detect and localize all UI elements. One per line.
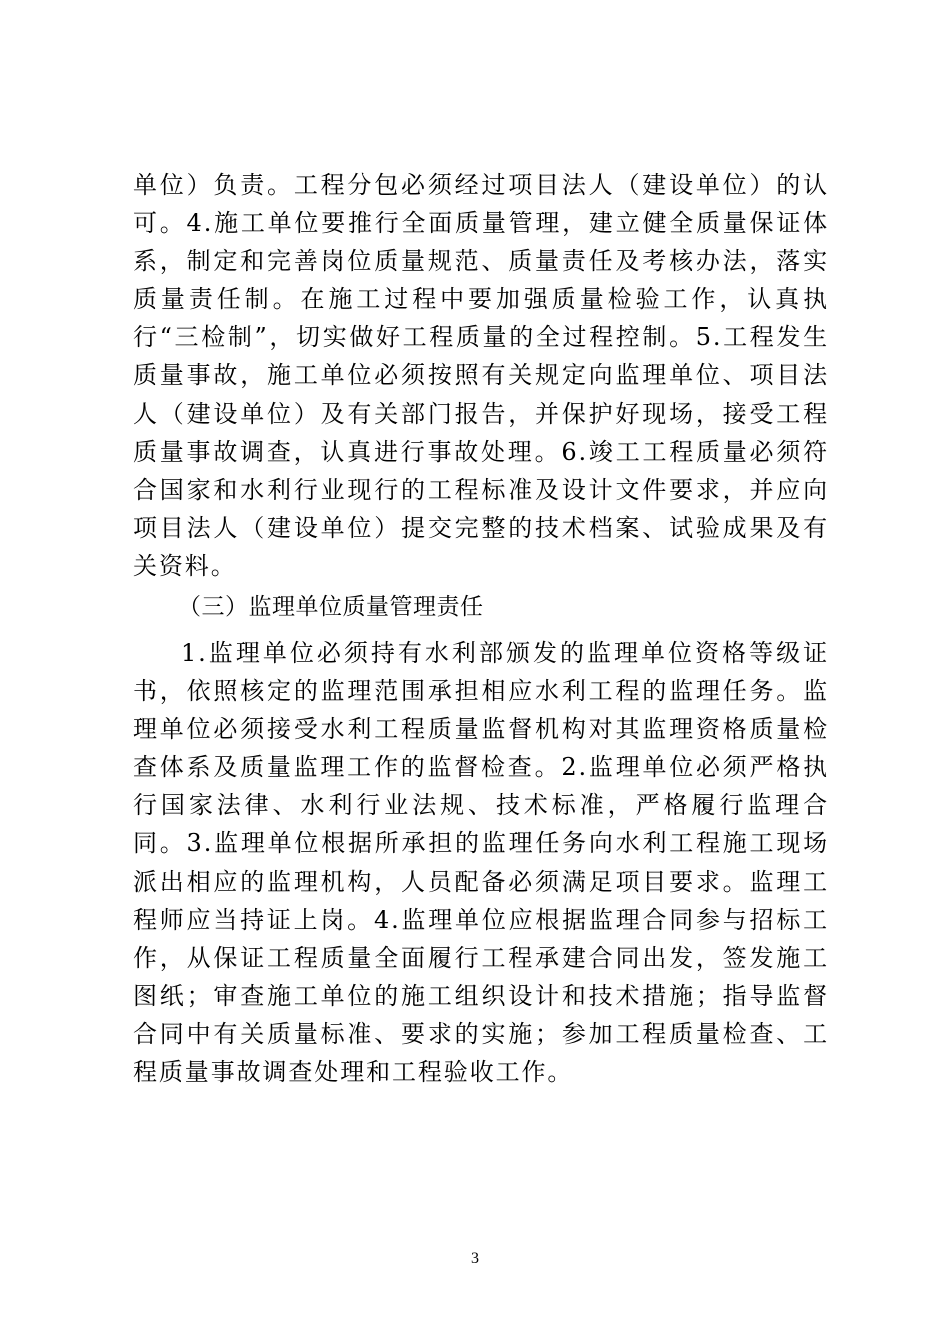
- body-paragraph-construction-unit: 单位）负责。工程分包必须经过项目法人（建设单位）的认可。4.施工单位要推行全面质量管理，建立健全质量保证体系，制定和完善岗位质量规范、质量责任及考核办法，落实质量责任制。在施工过程中要加强质量检验工作，认真执行“三检制”，切实做好工程质量的全过程控制。5.工程发生质量事故，施工单位必须按照有关规定向监理单位、项目法人（建设单位）及有关部门报告，并保护好现场，接受工程质量事故调查，认真进行事故处理。6.竣工工程质量必须符合国家和水利行业现行的工程标准及设计文件要求，并应向项目法人（建设单位）提交完整的技术档案、试验成果及有关资料。: [133, 171, 829, 580]
- section-heading-supervision-unit: （三）监理单位质量管理责任: [178, 594, 484, 620]
- page-number: 3: [471, 1250, 479, 1267]
- body-paragraph-supervision-unit: 1.监理单位必须持有水利部颁发的监理单位资格等级证书，依照核定的监理范围承担相应水利工程的监理任务。监理单位必须接受水利工程质量监督机构对其监理资格质量检查体系及质量监理工作的监督检查。2.监理单位必须严格执行国家法律、水利行业法规、技术标准，严格履行监理合同。3.监理单位根据所承担的监理任务向水利工程施工现场派出相应的监理机构，人员配备必须满足项目要求。监理工程师应当持证上岗。4.监理单位应根据监理合同参与招标工作，从保证工程质量全面履行工程承建合同出发，签发施工图纸；审查施工单位的施工组织设计和技术措施；指导监督合同中有关质量标准、要求的实施；参加工程质量检查、工程质量事故调查处理和工程验收工作。: [133, 639, 829, 1087]
